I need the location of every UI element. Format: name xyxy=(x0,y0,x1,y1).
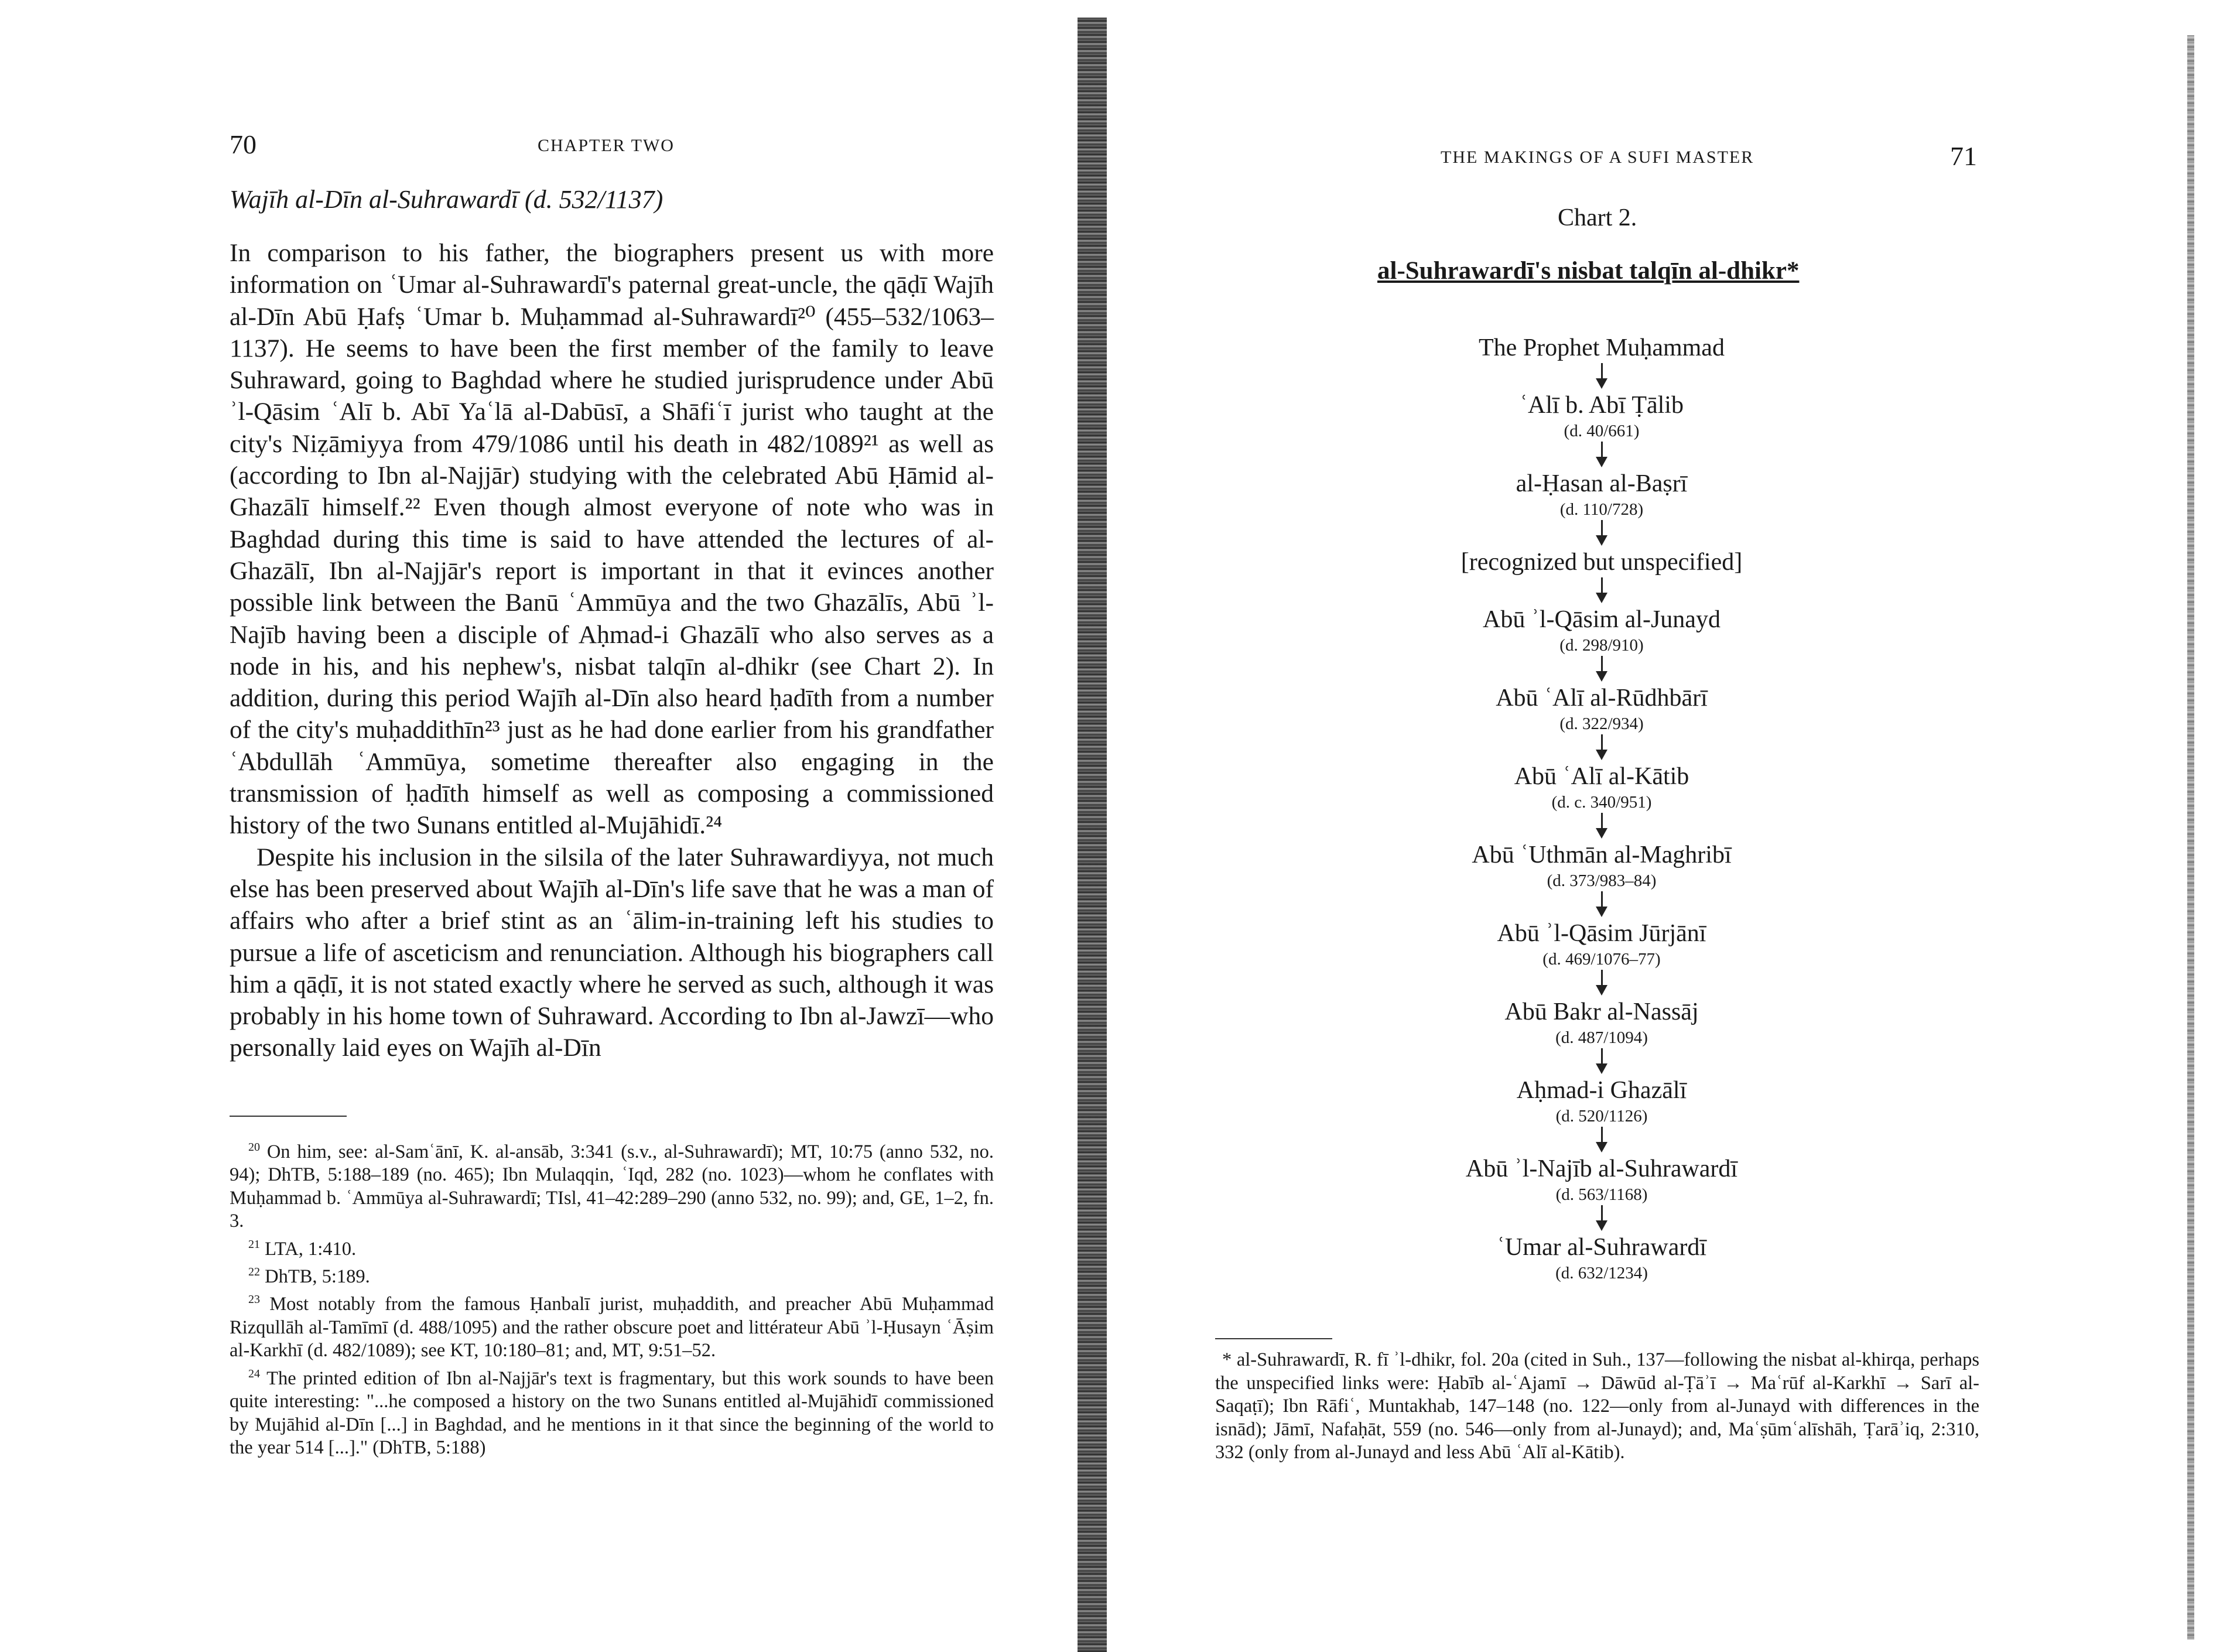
footnote xyxy=(230,1261,994,1288)
chain-arrow-icon xyxy=(1596,577,1607,604)
chart-title: al-Suhrawardī's nisbat talqīn al-dhikr* xyxy=(1377,257,1800,285)
lineage-node xyxy=(1514,761,1689,813)
lineage-node xyxy=(1466,1154,1737,1205)
footnote-text: LTA, 1:410. xyxy=(265,1238,357,1260)
paragraph: Despite his inclusion in the silsila of the later Suhrawardiyya, not much else has been preserved about Wajīh al-Dīn's life save that he was a man of affairs who after a brief stint as an ʿālim-in-training left his studies to pursue a life of asceticism and renunciation. Although his biographers call him a qāḍī, it is not stated exactly where he served as such, although it was probably in his home town of Suhraward. According to Ibn al-Jawzī—who personally laid eyes on Wajīh al-Dīn xyxy=(230,843,994,1062)
lineage-node xyxy=(1483,604,1721,656)
footnote-number: 20 xyxy=(248,1141,260,1154)
lineage-node-name: Abū ʿAlī al-Kātib xyxy=(1514,763,1689,790)
footnote xyxy=(230,1288,994,1362)
chain-arrow-icon xyxy=(1596,1205,1607,1232)
lineage-node-name: Abū ʾl-Najīb al-Suhrawardī xyxy=(1465,1155,1738,1182)
lineage-node-name: Aḥmad-i Ghazālī xyxy=(1516,1077,1687,1104)
lineage-node-date: (d. c. 340/951) xyxy=(1551,793,1652,812)
footnote xyxy=(230,1233,994,1261)
lineage-chart xyxy=(1338,333,1865,1284)
lineage-node xyxy=(1497,1232,1706,1284)
footnote-text: Most notably from the famous Ḥanbalī jurist, muḥaddith, and preacher Abū Muḥammad Rizqullāh al-Tamīmī (d. 488/1095) and the rather obscure poet and littérateur Abū ʾl-Ḥusayn ʿĀṣim al-Karkhī (d. 482/1089); see KT, 10:180–81; and, MT, 9:51–52. xyxy=(230,1294,994,1362)
lineage-node-name: al-Ḥasan al-Baṣrī xyxy=(1516,470,1688,497)
chain-arrow-icon xyxy=(1596,520,1607,547)
lineage-node xyxy=(1517,1075,1687,1127)
lineage-node xyxy=(1520,390,1684,442)
chart-footnote-rule xyxy=(1215,1338,1332,1339)
left-running-head: CHAPTER TWO xyxy=(538,136,675,155)
lineage-node-date: (d. 110/728) xyxy=(1559,500,1644,519)
right-running-head: THE MAKINGS OF A SUFI MASTER xyxy=(1441,148,1754,167)
chain-arrow-icon xyxy=(1596,813,1607,840)
footnote-number: 21 xyxy=(248,1237,260,1251)
lineage-node-name: Abū ʾl-Qāsim al-Junayd xyxy=(1483,606,1721,633)
lineage-node-name: Abū ʿAlī al-Rūdhbārī xyxy=(1496,685,1708,712)
left-page xyxy=(0,0,1072,1652)
lineage-node-date: (d. 520/1126) xyxy=(1555,1107,1648,1126)
chain-arrow-icon xyxy=(1596,1127,1607,1154)
lineage-node-name: Abū ʾl-Qāsim Jūrjānī xyxy=(1497,920,1706,947)
chain-arrow-icon xyxy=(1596,734,1607,761)
lineage-node-date: (d. 373/983–84) xyxy=(1547,871,1657,890)
chart-heading: Chart 2. xyxy=(1558,204,1637,231)
footnote-number: 23 xyxy=(248,1293,260,1306)
lineage-node-name: ʿAlī b. Abī Ṭālib xyxy=(1520,392,1684,419)
lineage-node-name: Abū Bakr al-Nassāj xyxy=(1504,998,1699,1025)
lineage-node-name: The Prophet Muḥammad xyxy=(1479,334,1725,361)
lineage-node xyxy=(1516,468,1688,520)
page-edge xyxy=(2187,35,2194,1640)
footnotes xyxy=(230,1136,994,1460)
chart-footnote xyxy=(1215,1349,1979,1465)
book-gutter xyxy=(1078,18,1107,1652)
left-page-number: 70 xyxy=(230,129,256,159)
lineage-node-date: (d. 487/1094) xyxy=(1555,1028,1648,1047)
footnote xyxy=(230,1363,994,1460)
right-page-number: 71 xyxy=(1950,141,1977,171)
chain-arrow-icon xyxy=(1596,442,1607,468)
lineage-node-date: (d. 40/661) xyxy=(1564,422,1640,440)
lineage-node xyxy=(1496,683,1708,734)
lineage-node-date: (d. 322/934) xyxy=(1559,714,1644,733)
lineage-node-name: Abū ʿUthmān al-Maghribī xyxy=(1472,842,1732,868)
body-text xyxy=(230,237,994,1064)
footnote-number: 22 xyxy=(248,1265,260,1279)
footnote xyxy=(230,1136,994,1233)
lineage-node-name: [recognized but unspecified] xyxy=(1460,549,1743,576)
lineage-node xyxy=(1461,547,1742,577)
section-title: Wajīh al-Dīn al-Suhrawardī (d. 532/1137) xyxy=(230,185,663,214)
footnote-text: DhTB, 5:189. xyxy=(265,1265,370,1287)
lineage-node-date: (d. 632/1234) xyxy=(1555,1264,1648,1282)
lineage-node-date: (d. 563/1168) xyxy=(1555,1185,1648,1204)
lineage-node xyxy=(1479,333,1725,363)
lineage-node xyxy=(1504,997,1698,1048)
lineage-node-date: (d. 298/910) xyxy=(1559,636,1644,655)
footnote-number: 24 xyxy=(248,1367,260,1380)
chain-arrow-icon xyxy=(1596,970,1607,997)
footnote-rule xyxy=(230,1116,347,1117)
paragraph: In comparison to his father, the biographers present us with more information on ʿUmar al-Suhrawardī's paternal great-uncle, the qāḍī Wajīh al-Dīn Abū Ḥafṣ ʿUmar b. Muḥammad al-Suhrawardī²⁰ (455–532/1063–1137). He seems to have been the first member of the family to leave Suhraward, going to Baghdad where he studied jurisprudence under Abū ʾl-Qāsim ʿAlī b. Abī Yaʿlā al-Dabūsī, a Shāfiʿī jurist who taught at the city's Niẓāmiyya from 479/1086 until his death in 482/1089²¹ as well as (according to Ibn al-Najjār) studying with the celebrated Abū Ḥāmid al-Ghazālī himself.²² Even though almost everyone of note who was in Baghdad during this time is said to have attended the lectures of al-Ghazālī, Ibn al-Najjār's report is important in that it evinces another possible link between the Banū ʿAmmūya and the two Ghazālīs, Abū ʾl-Najīb having been a disciple of Aḥmad-i Ghazālī who also serves as a node in his, and his nephew's, nisbat talqīn al-dhikr (see Chart 2). In addition, during this period Wajīh al-Dīn also heard ḥadīth from a number of the city's muḥaddithīn²³ just as he had done earlier from his grandfather ʿAbdullāh ʿAmmūya, sometime thereafter also engaging in the transmission of ḥadīth himself as well as composing a commissioned history of the two Sunans entitled al-Mujāhidī.²⁴ xyxy=(230,239,994,840)
chain-arrow-icon xyxy=(1596,363,1607,390)
chart-footnote-text: * al-Suhrawardī, R. fī ʾl-dhikr, fol. 20a (cited in Suh., 137—following the nisbat al-khirqa, perhaps the unspecified links were: Ḥabīb al-ʿAjamī → Dāwūd al-Ṭāʾī → Maʿrūf al-Karkhī → Sarī al-Saqaṭī); Ibn Rāfiʿ, Muntakhab, 147–148 (no. 122—only from al-Junayd with differences in the isnād); Jāmī, Nafaḥāt, 559 (no. 546—only from al-Junayd); and, Maʿṣūmʿalīshāh, Ṭarāʾiq, 2:310, 332 (only from al-Junayd and less Abū ʿAlī al-Kātib). xyxy=(1215,1349,1979,1463)
lineage-node-name: ʿUmar al-Suhrawardī xyxy=(1496,1234,1707,1261)
lineage-node xyxy=(1497,918,1706,970)
chain-arrow-icon xyxy=(1596,1048,1607,1075)
footnote-text: The printed edition of Ibn al-Najjār's text is fragmentary, but this work sounds to have been quite interesting: "...he composed a history on the two Sunans entitled al-Mujāhidī commissioned by Mujāhid al-Dīn [...] in Baghdad, and he mentions in it that since the beginning of the world to the year 514 [...]." (DhTB, 5:188) xyxy=(230,1367,994,1459)
lineage-node xyxy=(1472,840,1731,891)
lineage-node-date: (d. 469/1076–77) xyxy=(1542,950,1661,969)
chain-arrow-icon xyxy=(1596,891,1607,918)
footnote-text: On him, see: al-Samʿānī, K. al-ansāb, 3:341 (s.v., al-Suhrawardī); MT, 10:75 (anno 532, no. 94); DhTB, 5:188–189 (no. 465); Ibn Mulaqqin, ʿIqd, 282 (no. 1023)—whom he conflates with Muḥammad b. ʿAmmūya al-Suhrawardī; TIsl, 41–42:289–290 (anno 532, no. 99); and, GE, 1–2, fn. 3. xyxy=(230,1141,994,1232)
chain-arrow-icon xyxy=(1596,656,1607,683)
